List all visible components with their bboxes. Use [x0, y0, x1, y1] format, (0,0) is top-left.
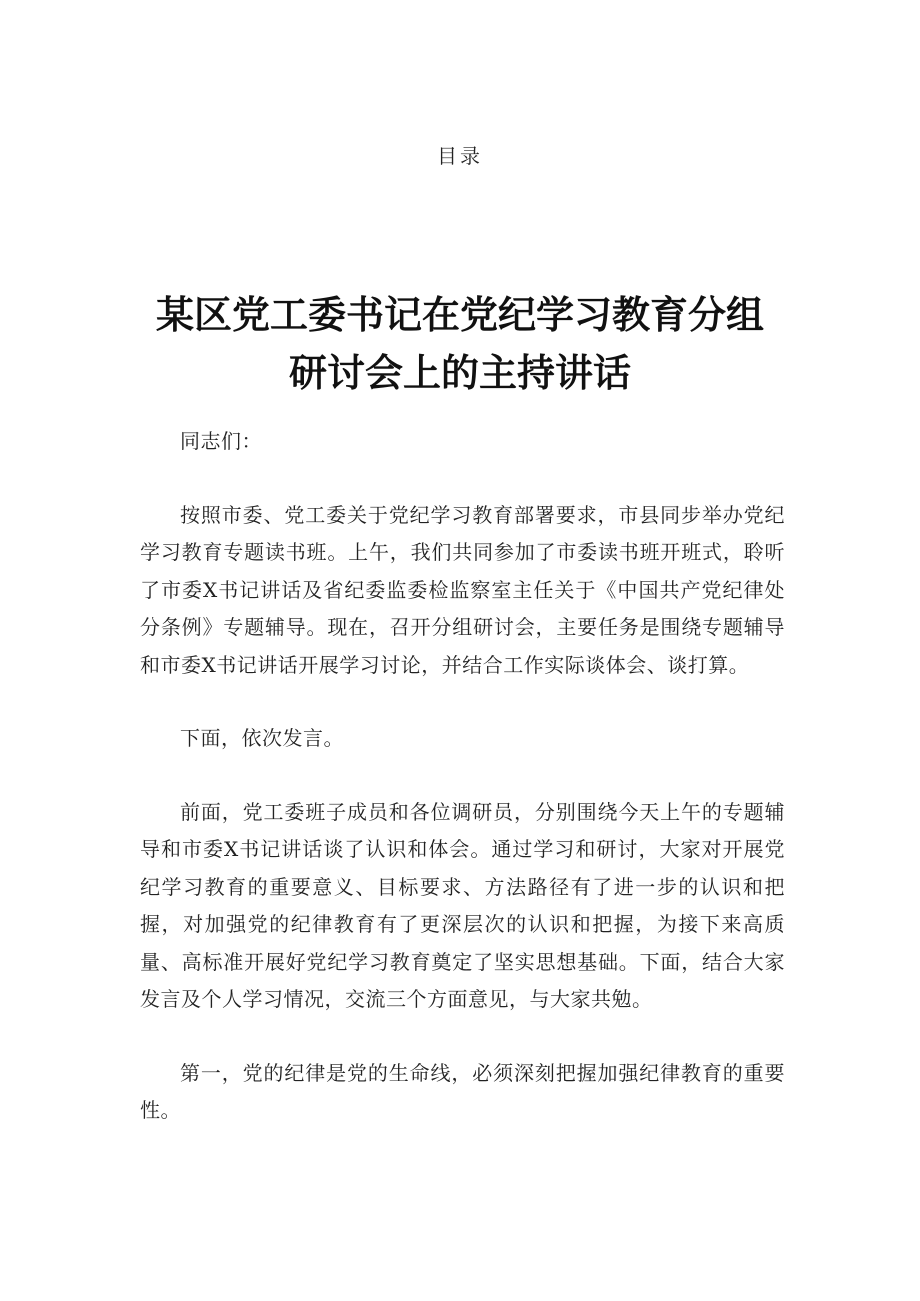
body-paragraph: 下面，依次发言。	[180, 726, 344, 750]
body-paragraph: 按照市委、党工委关于党纪学习教育部署要求，市县同步举办党纪学习教育专题读书班。上午，我们共同参加了市委读书班开班式，聆听了市委X书记讲话及省纪委监委检监察室主任关于《中国共产党纪律处分条例》专题辅导。现在，召开分组研讨会，主要任务是围绕专题辅导和市委X书记讲话开展学习讨论，并结合工作实际谈体会、谈打算。	[140, 502, 785, 677]
salutation-paragraph: 同志们：	[180, 429, 262, 453]
section-heading-paragraph: 第一，党的纪律是党的生命线，必须深刻把握加强纪律教育的重要性。	[140, 1060, 785, 1122]
body-paragraph: 前面，党工委班子成员和各位调研员，分别围绕今天上午的专题辅导和市委X书记讲话谈了认识和体会。通过学习和研讨，大家对开展党纪学习教育的重要意义、目标要求、方法路径有了进一步的认识和把握，对加强党的纪律教育有了更深层次的认识和把握，为接下来高质量、高标准开展好党纪学习教育奠定了坚实思想基础。下面，结合大家发言及个人学习情况，交流三个方面意见，与大家共勉。	[140, 799, 785, 1011]
toc-label: 目录	[437, 144, 483, 168]
document-body	[140, 423, 785, 1166]
document-title: 某区党工委书记在党纪学习教育分组研讨会上的主持讲话	[155, 293, 764, 395]
